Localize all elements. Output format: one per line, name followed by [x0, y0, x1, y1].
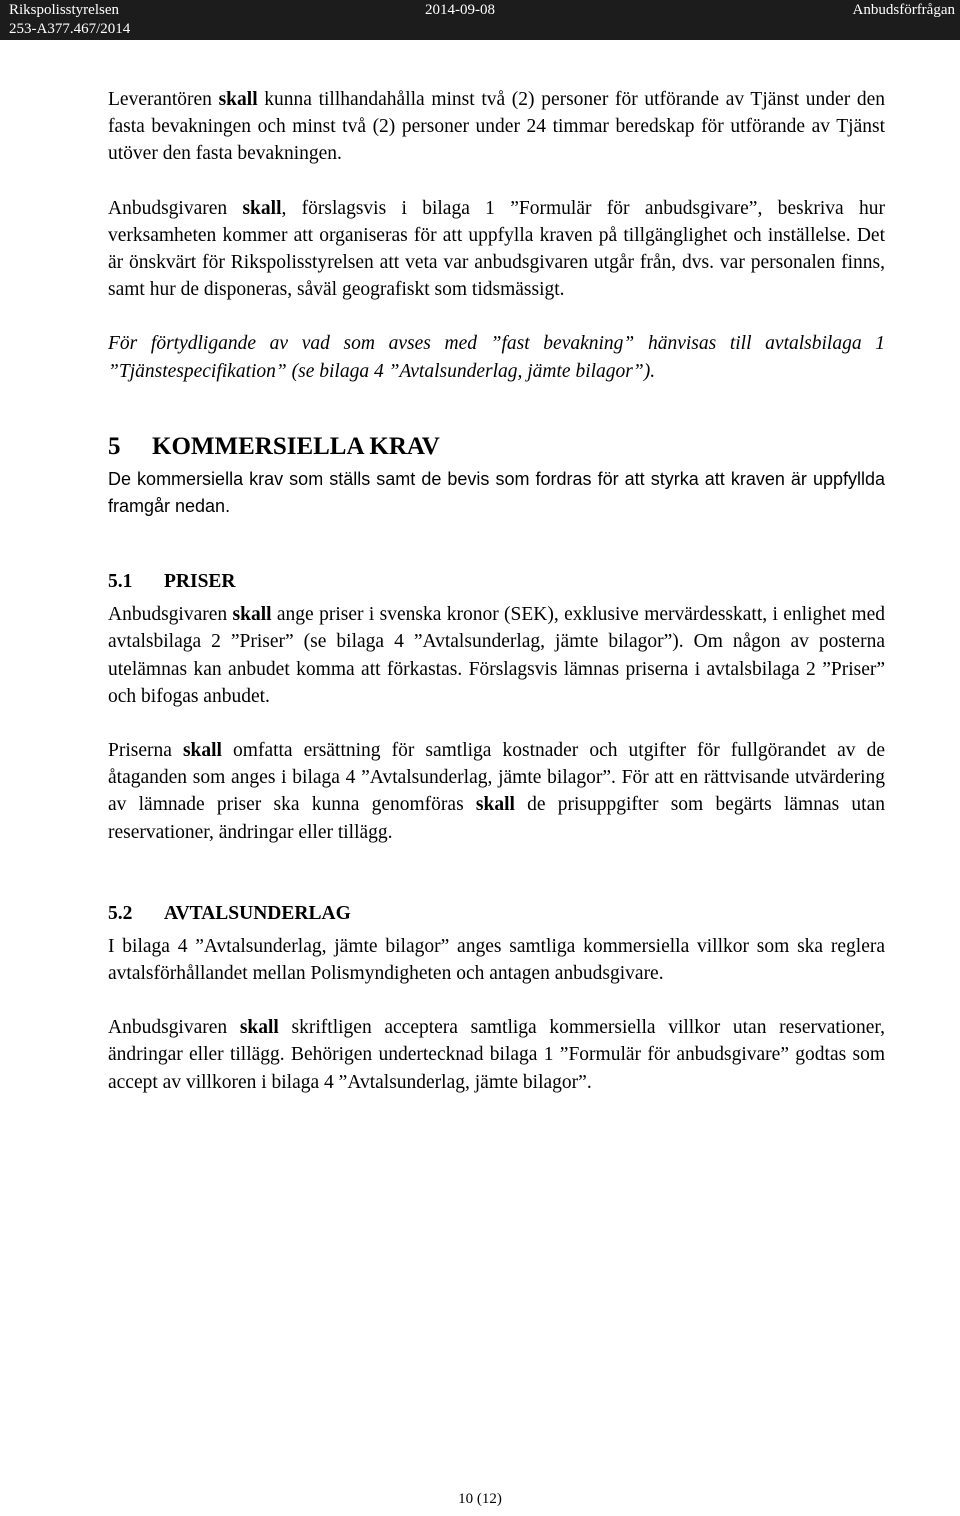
paragraph-leverantoren: Leverantören skall kunna tillhandahålla minst två (2) personer för utförande av Tjänst under den fasta bevakningen och minst två (2) personer under 24 timmar beredskap för utförande av Tjänst utöver den fasta bevakningen. [108, 89, 886, 165]
emphasis-skall: skall [239, 1017, 279, 1039]
section-5-2-paragraph-2: Anbudsgivaren skall skriftligen acceptera samtliga kommersiella villkor utan reservationer, ändringar eller tillägg. Behörigen undertecknad bilaga 1 ”Formulär för anbudsgivare” godtas som accept av villkoren i bilaga 4 ”Avtalsunderlag, jämte bilagor”. [108, 1017, 885, 1093]
paragraph-anbudsgivaren-organisation: Anbudsgivaren skall, förslagsvis i bilaga 1 ”Formulär för anbudsgivare”, beskriva hur verksamheten kommer att organiseras för att uppfylla kraven på tillgänglighet och inställelse. Det är önskvärt för Rikspolisstyrelsen att veta var anbudsgivaren utgår från, dvs. var personalen finns, samt hur de disponeras, såväl geografiskt som tidsmässigt. [108, 197, 885, 301]
emphasis-skall: skall [218, 89, 258, 110]
section-5-2-title: AVTALSUNDERLAG [164, 902, 351, 924]
section-5 [108, 432, 885, 520]
header-ref: 253-A377.467/2014 [9, 21, 131, 37]
header-org: Rikspolisstyrelsen [9, 2, 120, 18]
paragraph-fast-bevakning-note: För förtydligande av vad som avses med ”fast bevakning” hänvisas till avtalsbilaga 1 ”Tjänstespecifikation” (se bilaga 4 ”Avtalsunderlag, jämte bilagor”). [108, 333, 885, 382]
section-5-1-heading [108, 568, 885, 595]
section-5-2 [108, 900, 885, 1096]
section-5-text: De kommersiella krav som ställs samt de bevis som fordras för att styrka att kraven är uppfyllda framgår nedan. [108, 468, 885, 517]
page-number: 10 (12) [458, 1491, 502, 1507]
section-5-2-paragraph-1: I bilaga 4 ”Avtalsunderlag, jämte bilagor” anges samtliga kommersiella villkor som ska reglera avtalsförhållandet mellan Polismyndigheten och antagen anbudsgivare. [108, 935, 885, 985]
section-5-title: KOMMERSIELLA KRAV [152, 432, 440, 460]
emphasis-skall: skall [182, 740, 222, 762]
section-5-heading [108, 432, 885, 462]
section-5-1-number: 5.1 [108, 571, 133, 593]
section-5-1 [108, 568, 885, 846]
emphasis-skall: skall [475, 794, 515, 816]
header-left [9, 1, 130, 39]
section-5-number: 5 [108, 432, 121, 460]
section-5-1-title: PRISER [164, 571, 236, 593]
emphasis-skall: skall [242, 197, 282, 219]
section-5-1-paragraph-2: Priserna skall omfatta ersättning för samtliga kostnader och utgifter för fullgörandet av de åtaganden som anges i bilaga 4 ”Avtalsunderlag, jämte bilagor”. För att en rättvisande utvärdering av lämnade priser ska kunna genomföras skall de prisuppgifter som begärts lämnas utan reservationer, ändringar eller tillägg. [108, 740, 885, 843]
section-5-1-paragraph-1: Anbudsgivaren skall ange priser i svenska kronor (SEK), exklusive mervärdesskatt, i enlighet med avtalsbilaga 2 ”Priser” (se bilaga 4 ”Avtalsunderlag, jämte bilagor”). Om någon av posterna utelämnas kan anbudet komma att förkastas. Förslagsvis lämnas priserna i avtalsbilaga 2 ”Priser” och bifogas anbudet. [108, 604, 885, 707]
page-header [0, 0, 960, 40]
document-body [108, 86, 885, 1096]
section-5-2-heading [108, 900, 885, 927]
section-5-2-number: 5.2 [108, 902, 133, 924]
header-doc-type: Anbudsförfrågan [852, 2, 955, 18]
header-date: 2014-09-08 [425, 2, 495, 18]
emphasis-skall: skall [232, 604, 272, 626]
